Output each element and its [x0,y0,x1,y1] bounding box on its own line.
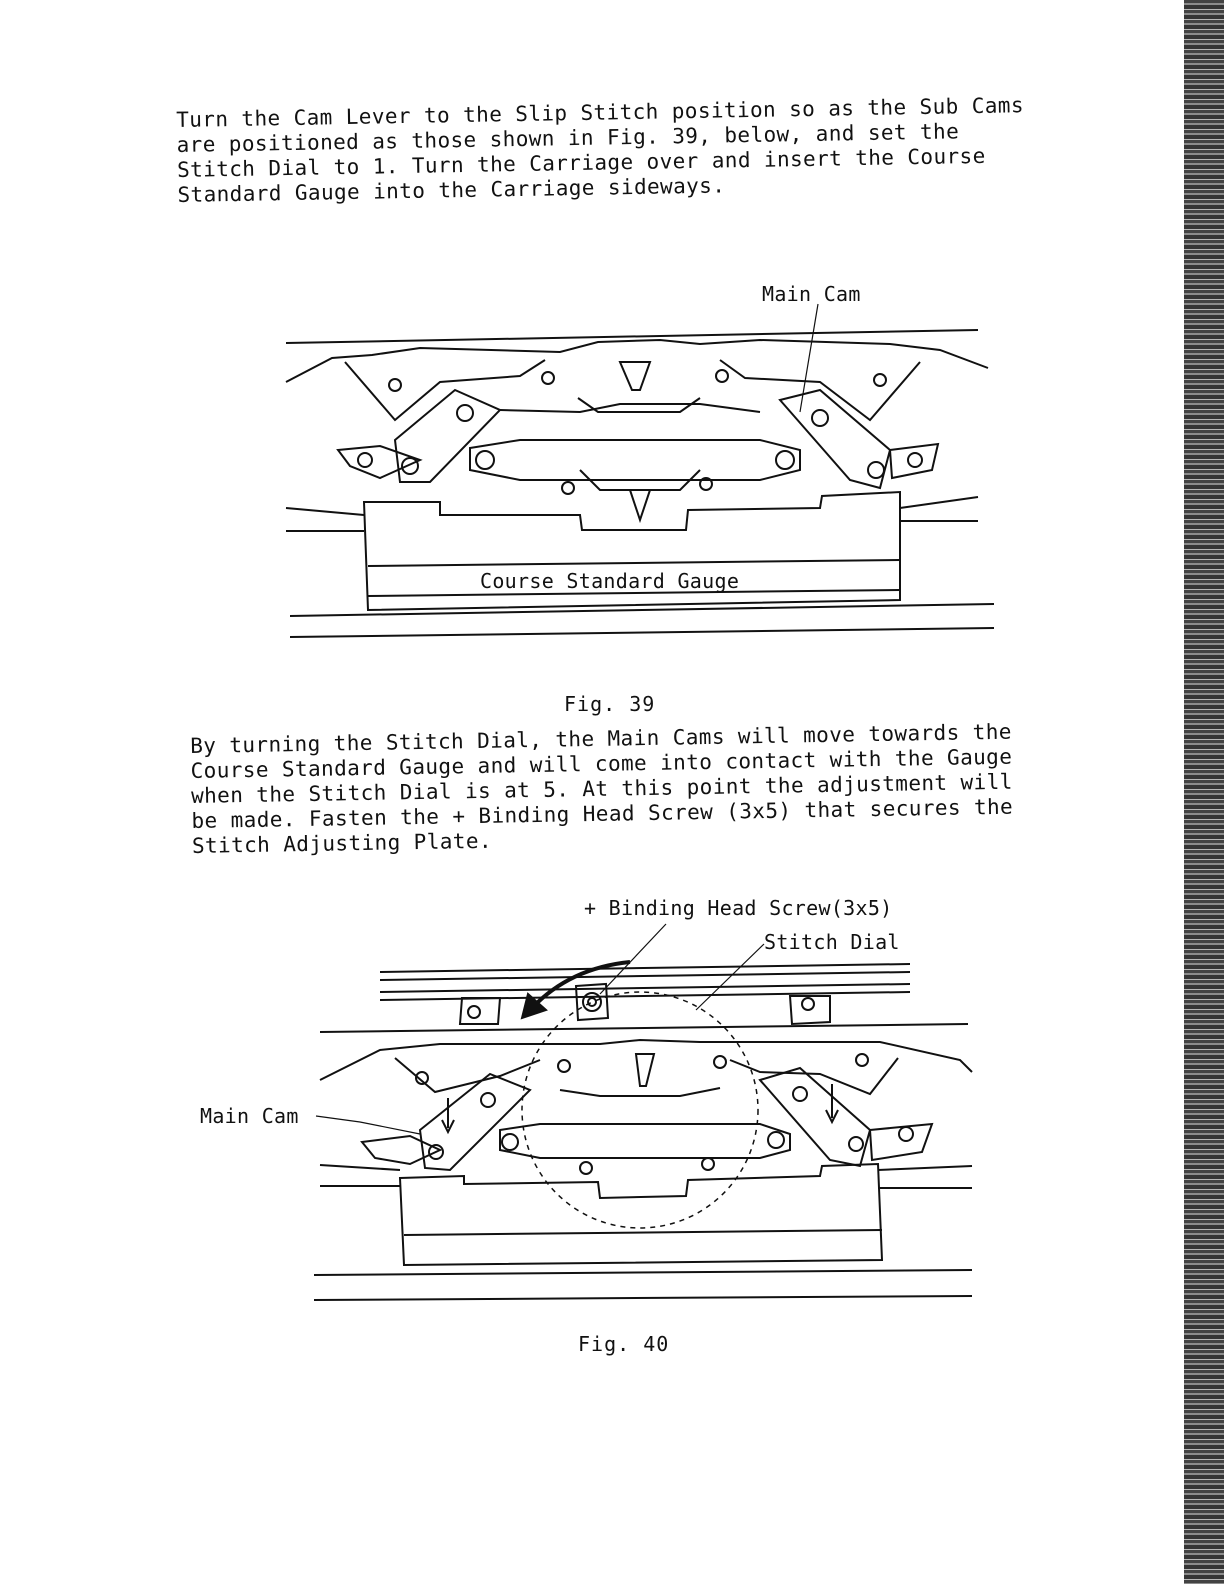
figure-39-caption: Fig. 39 [564,692,656,716]
fig40-gauge [400,1164,882,1265]
instruction-paragraph-1: Turn the Cam Lever to the Slip Stitch position so as the Sub Cams are positioned as those shown in Fig. 39, below, and set the Stitch Dial to 1. Turn the Carriage over and insert the Course Standard Gauge into the Carriage sideways. [176,93,1025,207]
fig40-right-cam [714,1054,932,1166]
course-standard-gauge-label: Course Standard Gauge [480,569,740,593]
fig40-center-mechanism [500,1054,790,1174]
fig39-center-mechanism [470,362,800,520]
instruction-paragraph-2: By turning the Stitch Dial, the Main Cams will move towards the Course Standard Gauge and will come into contact with the Gauge when the Stitch Dial is at 5. At this point the adjustment will be made. Fasten the + Binding Head Screw (3x5) that secures the Stitch Adjusting Plate. [190,719,1014,858]
fig40-left-cam [362,1060,570,1170]
binding-head-screw-label: + Binding Head Screw(3x5) [584,896,893,920]
main-cam-label-fig40: Main Cam [200,1104,299,1128]
main-cam-label: Main Cam [762,282,861,306]
scanned-page-edge [1184,0,1224,1584]
fig39-left-cam [338,372,554,482]
figure-40-caption: Fig. 40 [578,1332,670,1356]
stitch-dial-label: Stitch Dial [764,930,900,954]
fig39-main-cam-leader [800,304,818,412]
